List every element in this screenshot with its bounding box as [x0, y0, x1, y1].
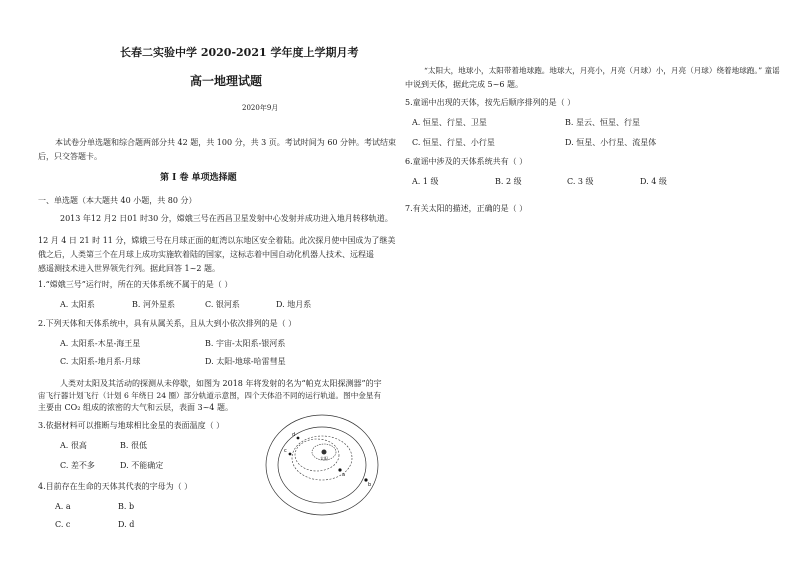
- orbit-diagram: [262, 410, 382, 520]
- exam-title: 高一地理试题: [190, 74, 263, 88]
- quote-line-2: 中说到天体，据此完成 5~6 题。: [405, 80, 523, 89]
- q4-option-b: B. b: [118, 502, 135, 511]
- passage-1-line-2: 12 月 4 日 21 时 11 分，嫦娥三号在月球正面的虹湾以东地区安全着陆。此次探月使中国成为了继美: [38, 236, 396, 245]
- q3-option-b: B. 很低: [120, 441, 147, 450]
- question-5: 5.童谣中出现的天体，按先后顺序排列的是（ ）: [405, 98, 576, 107]
- q5-option-c: C. 恒星、行星、小行星: [412, 138, 495, 147]
- q5-option-a: A. 恒星、行星、卫星: [412, 118, 487, 127]
- section-heading: 一、单选题（本大题共 40 小题，共 80 分）: [38, 196, 197, 205]
- q1-option-d: D. 地月系: [276, 300, 312, 309]
- q2-option-a: A. 太阳系-木星-海王星: [60, 339, 141, 348]
- passage-2-line-2: 宙飞行器计划飞行（计划 6 年绕日 24 圈）部分轨道示意图，四个天体沿不同的运行轨道。图中金星有: [38, 391, 382, 400]
- question-4: 4.目前存在生命的天体其代表的字母为（ ）: [38, 482, 193, 491]
- exam-date: 2020年9月: [242, 104, 279, 112]
- question-7: 7.有关太阳的描述，正确的是（ ）: [405, 204, 528, 213]
- q4-option-a: A. a: [55, 502, 71, 511]
- passage-2-line-3: 主要由 CO₂ 组成的浓密的大气和云层，表面 3~4 题。: [38, 403, 233, 412]
- passage-1-line-4: 感遥测技术进入世界领先行列。据此回答 1~2 题。: [38, 264, 220, 273]
- q5-option-b: B. 星云、恒星、行星: [565, 118, 640, 127]
- q5-option-d: D. 恒星、小行星、流星体: [565, 138, 657, 147]
- q6-option-d: D. 4 级: [640, 177, 667, 186]
- q2-option-b: B. 宇宙-太阳系-银河系: [205, 339, 286, 348]
- question-1: 1.“嫦娥三号”运行时，所在的天体系统不属于的是（ ）: [38, 280, 233, 289]
- q2-option-c: C. 太阳系-地月系-月球: [60, 357, 141, 366]
- question-6: 6.童谣中涉及的天体系统共有（ ）: [405, 157, 528, 166]
- planet-d-dot: [297, 437, 300, 440]
- q6-option-b: B. 2 级: [495, 177, 522, 186]
- q6-option-a: A. 1 级: [412, 177, 439, 186]
- planet-c-dot: [289, 453, 292, 456]
- q4-option-d: D. d: [118, 520, 135, 529]
- q6-option-c: C. 3 级: [567, 177, 594, 186]
- orbit-middle: [278, 427, 366, 503]
- q3-option-c: C. 差不多: [60, 461, 95, 470]
- label-b: b: [368, 482, 372, 488]
- question-3: 3.依据材料可以推断与地球相比金星的表面温度（ ）: [38, 421, 225, 430]
- orbit-outer: [266, 415, 378, 515]
- q2-option-d: D. 太阳-地球-哈雷彗星: [205, 357, 286, 366]
- label-a: a: [342, 472, 346, 478]
- q1-option-c: C. 银河系: [205, 300, 240, 309]
- question-2: 2.下列天体和天体系统中，具有从属关系，且从大到小依次排列的是（ ）: [38, 319, 297, 328]
- label-sun: 太阳: [320, 456, 328, 461]
- sun-shape: [322, 450, 327, 455]
- label-c: c: [284, 448, 287, 454]
- orbit-probe-dashed: [295, 439, 339, 471]
- passage-2-line-1: 人类对太阳及其活动的探测从未停歇，如图为 2018 年将发射的名为“帕克太阳探测器”的宇: [60, 379, 382, 388]
- q4-option-c: C. c: [55, 520, 71, 529]
- q1-option-a: A. 太阳系: [60, 300, 95, 309]
- label-d: d: [292, 432, 296, 438]
- q3-option-a: A. 很高: [60, 441, 87, 450]
- passage-1-line-3: 俄之后，人类第三个在月球上成功实施软着陆的国家，这标志着中国自动化机器人技术、远程遥: [38, 250, 374, 259]
- q1-option-b: B. 河外星系: [132, 300, 175, 309]
- passage-1-line-1: 2013 年12 月2 日01 时30 分，嫦娥三号在西昌卫星发射中心发射并成功进入地月转移轨道。: [60, 214, 393, 223]
- q3-option-d: D. 不能确定: [120, 461, 164, 470]
- quote-line-1: “太阳大，地球小，太阳带着地球跑。地球大，月亮小，月亮（月球）小，月亮（月球）绕着地球跑。” 童谣: [424, 66, 780, 75]
- school-title: 长春二实验中学 2020-2021 学年度上学期月考: [120, 46, 359, 59]
- part-title: 第 Ⅰ 卷 单项选择题: [160, 173, 237, 183]
- intro-line-1: 本试卷分单选题和综合题两部分共 42 题，共 100 分，共 3 页。考试时间为 60 分钟。考试结束: [55, 138, 397, 147]
- intro-line-2: 后，只交答题卡。: [38, 152, 102, 161]
